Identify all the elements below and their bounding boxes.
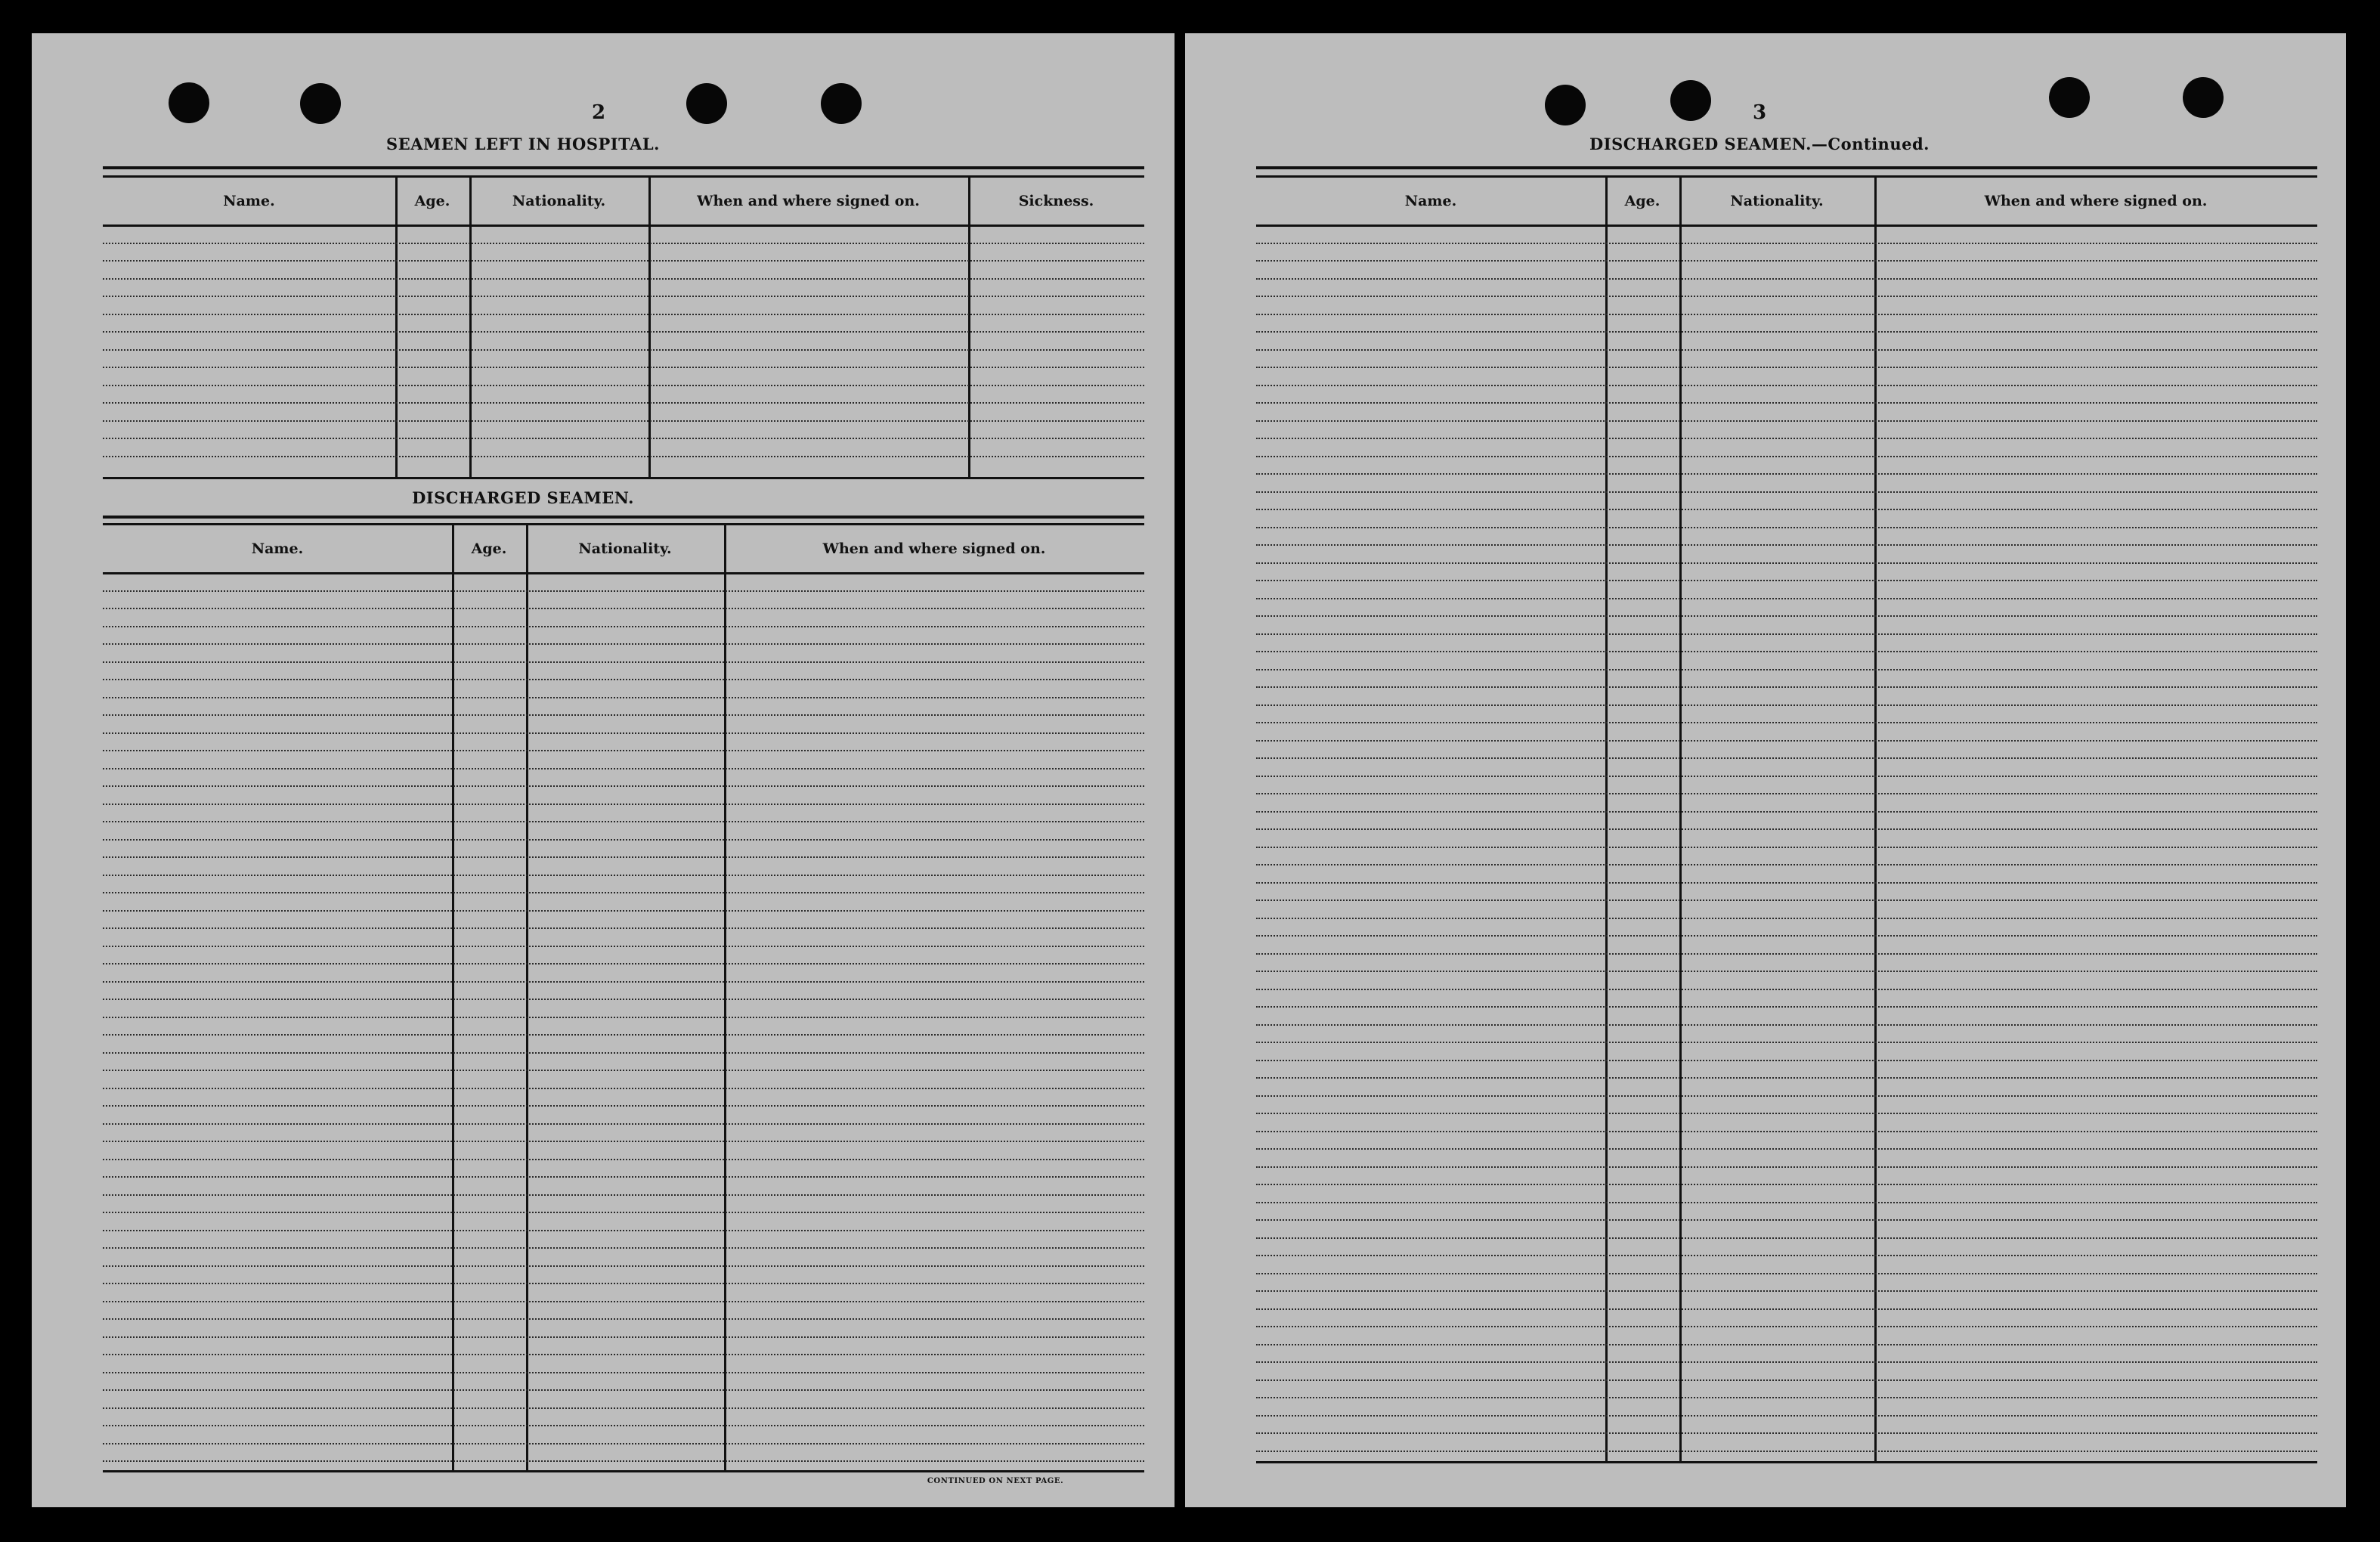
blank-entry-line (1256, 1290, 2317, 1292)
column-divider (395, 178, 398, 477)
blank-entry-line (103, 626, 1144, 627)
blank-entry-line (103, 349, 1144, 351)
blank-entry-line (1256, 1397, 2317, 1398)
hospital-table (103, 175, 1144, 479)
blank-entry-line (103, 420, 1144, 422)
blank-entry-line (1256, 1148, 2317, 1150)
blank-entry-line (103, 1105, 1144, 1107)
blank-entry-line (103, 608, 1144, 609)
page-number: 3 (1752, 101, 1767, 124)
blank-entry-line (1256, 1131, 2317, 1132)
page-number: 2 (591, 101, 606, 124)
hospital-table-top-rule (103, 166, 1144, 169)
blank-entry-line (1256, 900, 2317, 901)
blank-entry-line (1256, 1042, 2317, 1043)
header-signed-on: When and where signed on. (1984, 193, 2208, 209)
blank-entry-line (103, 981, 1144, 983)
blank-entry-line (1256, 598, 2317, 599)
blank-entry-line (1256, 722, 2317, 723)
discharged-right-table-header (1256, 178, 2317, 227)
blank-entry-line (103, 331, 1144, 333)
blank-entry-line (1256, 1184, 2317, 1185)
blank-entry-line (103, 1070, 1144, 1071)
blank-entry-line (103, 839, 1144, 841)
blank-entry-line (1256, 367, 2317, 368)
blank-entry-line (103, 402, 1144, 404)
blank-entry-line (1256, 740, 2317, 742)
blank-entry-line (1256, 847, 2317, 848)
blank-entry-line (1256, 1361, 2317, 1363)
blank-entry-line (1256, 527, 2317, 528)
blank-entry-line (103, 1283, 1144, 1284)
blank-entry-line (1256, 1024, 2317, 1026)
header-age: Age. (1624, 193, 1660, 209)
blank-entry-line (103, 1034, 1144, 1036)
hospital-section-title: SEAMEN LEFT IN HOSPITAL. (386, 135, 660, 153)
blank-entry-line (103, 1460, 1144, 1462)
blank-entry-line (1256, 1432, 2317, 1434)
blank-entry-line (1256, 1273, 2317, 1274)
blank-entry-line (103, 892, 1144, 893)
header-name: Name. (251, 540, 304, 557)
blank-entry-line (1256, 882, 2317, 884)
blank-entry-line (1256, 314, 2317, 315)
blank-entry-line (1256, 1095, 2317, 1097)
blank-entry-line (1256, 1113, 2317, 1114)
punch-hole (1670, 80, 1711, 121)
blank-entry-line (103, 999, 1144, 1000)
blank-entry-line (103, 732, 1144, 734)
header-signed-on: When and where signed on. (697, 193, 920, 209)
blank-entry-line (103, 1425, 1144, 1426)
header-age: Age. (414, 193, 450, 209)
blank-entry-line (1256, 793, 2317, 794)
blank-entry-line (1256, 349, 2317, 351)
blank-entry-line (1256, 456, 2317, 457)
blank-entry-line (103, 697, 1144, 698)
blank-entry-line (1256, 385, 2317, 386)
blank-entry-line (1256, 615, 2317, 617)
blank-entry-line (103, 367, 1144, 368)
hospital-table-header (103, 178, 1144, 227)
blank-entry-line (103, 643, 1144, 645)
blank-entry-line (1256, 509, 2317, 510)
blank-entry-line (1256, 1308, 2317, 1310)
blank-entry-line (103, 260, 1144, 262)
column-divider (469, 178, 472, 477)
blank-entry-line (103, 296, 1144, 297)
blank-entry-line (103, 438, 1144, 439)
blank-entry-line (1256, 331, 2317, 333)
column-divider (1605, 178, 1608, 1461)
blank-entry-line (1256, 935, 2317, 937)
blank-entry-line (1256, 260, 2317, 262)
column-divider (526, 525, 528, 1470)
blank-entry-line (103, 946, 1144, 947)
header-age: Age. (471, 540, 507, 557)
header-signed-on: When and where signed on. (822, 540, 1046, 557)
blank-entry-line (1256, 544, 2317, 546)
punch-hole (821, 83, 862, 124)
discharged-table-top-rule (103, 516, 1144, 519)
header-name: Name. (223, 193, 275, 209)
blank-entry-line (103, 1212, 1144, 1213)
discharged-section-title: DISCHARGED SEAMEN. (412, 488, 634, 507)
blank-entry-line (103, 1318, 1144, 1320)
blank-entry-line (1256, 1237, 2317, 1239)
blank-entry-line (103, 910, 1144, 912)
header-nationality: Nationality. (1730, 193, 1824, 209)
blank-entry-line (103, 1265, 1144, 1267)
header-sickness: Sickness. (1018, 193, 1094, 209)
blank-entry-line (1256, 811, 2317, 813)
blank-entry-line (1256, 864, 2317, 865)
blank-entry-line (103, 314, 1144, 315)
blank-entry-line (103, 1052, 1144, 1054)
punch-hole (300, 83, 341, 124)
blank-entry-line (1256, 686, 2317, 688)
blank-entry-line (103, 1389, 1144, 1391)
blank-entry-line (103, 1123, 1144, 1125)
blank-entry-line (1256, 651, 2317, 652)
blank-entry-line (103, 679, 1144, 680)
blank-entry-line (1256, 491, 2317, 493)
blank-entry-line (103, 1141, 1144, 1142)
punch-hole (2049, 77, 2090, 118)
blank-entry-line (103, 804, 1144, 805)
blank-entry-line (1256, 1202, 2317, 1203)
punch-hole (169, 82, 209, 123)
blank-entry-line (103, 768, 1144, 769)
blank-entry-line (103, 875, 1144, 876)
blank-entry-line (1256, 402, 2317, 404)
blank-entry-line (1256, 989, 2317, 990)
blank-entry-line (103, 1301, 1144, 1302)
blank-entry-line (1256, 1060, 2317, 1061)
blank-entry-line (1256, 278, 2317, 280)
blank-entry-line (103, 1017, 1144, 1018)
blank-entry-line (103, 456, 1144, 457)
blank-entry-line (1256, 757, 2317, 759)
blank-entry-line (103, 927, 1144, 929)
blank-entry-line (1256, 953, 2317, 955)
blank-entry-line (1256, 562, 2317, 564)
blank-entry-line (1256, 296, 2317, 297)
blank-entry-line (103, 590, 1144, 592)
blank-entry-line (103, 821, 1144, 822)
header-name: Name. (1404, 193, 1457, 209)
blank-entry-line (103, 856, 1144, 858)
blank-entry-line (103, 278, 1144, 280)
blank-entry-line (1256, 1077, 2317, 1079)
discharged-right-table-top-rule (1256, 166, 2317, 169)
blank-entry-line (103, 1176, 1144, 1178)
blank-entry-line (103, 1372, 1144, 1373)
column-divider (1874, 178, 1877, 1461)
blank-entry-line (1256, 633, 2317, 635)
blank-entry-line (1256, 1326, 2317, 1327)
blank-entry-line (103, 1230, 1144, 1231)
column-divider (968, 178, 970, 477)
blank-entry-line (103, 1407, 1144, 1409)
blank-entry-line (1256, 1166, 2317, 1168)
blank-entry-line (103, 785, 1144, 787)
discharged-table-right (1256, 175, 2317, 1463)
blank-entry-line (1256, 1344, 2317, 1345)
header-nationality: Nationality. (578, 540, 672, 557)
blank-entry-line (1256, 1379, 2317, 1381)
blank-entry-line (1256, 580, 2317, 581)
punch-hole (1545, 85, 1586, 125)
blank-entry-line (1256, 1255, 2317, 1256)
column-divider (648, 178, 651, 477)
blank-entry-line (103, 1336, 1144, 1338)
blank-entry-line (103, 661, 1144, 663)
blank-entry-line (1256, 473, 2317, 475)
punch-hole (2183, 77, 2224, 118)
blank-entry-line (103, 1443, 1144, 1444)
blank-entry-line (1256, 918, 2317, 919)
punch-hole (686, 83, 727, 124)
column-divider (452, 525, 454, 1470)
column-divider (724, 525, 726, 1470)
blank-entry-line (1256, 438, 2317, 439)
discharged-table-left (103, 523, 1144, 1472)
blank-entry-line (1256, 420, 2317, 422)
discharged-left-table-header (103, 525, 1144, 574)
blank-entry-line (103, 385, 1144, 386)
blank-entry-line (103, 1247, 1144, 1249)
blank-entry-line (1256, 1219, 2317, 1221)
blank-entry-line (103, 1194, 1144, 1196)
column-divider (1679, 178, 1682, 1461)
blank-entry-line (103, 1088, 1144, 1089)
blank-entry-line (103, 963, 1144, 965)
blank-entry-line (103, 243, 1144, 244)
blank-entry-line (103, 714, 1144, 716)
right-page (1185, 33, 2346, 1507)
header-nationality: Nationality. (512, 193, 606, 209)
discharged-continued-title: DISCHARGED SEAMEN.—Continued. (1589, 135, 1930, 153)
left-page (32, 33, 1175, 1507)
blank-entry-line (1256, 669, 2317, 670)
blank-entry-line (103, 1159, 1144, 1160)
blank-entry-line (1256, 776, 2317, 777)
blank-entry-line (103, 1354, 1144, 1355)
blank-entry-line (1256, 1415, 2317, 1417)
blank-entry-line (1256, 971, 2317, 972)
blank-entry-line (1256, 243, 2317, 244)
blank-entry-line (1256, 1451, 2317, 1452)
blank-entry-line (1256, 704, 2317, 706)
blank-entry-line (1256, 828, 2317, 830)
continued-note: CONTINUED ON NEXT PAGE. (927, 1477, 1064, 1485)
blank-entry-line (103, 750, 1144, 751)
blank-entry-line (1256, 1006, 2317, 1008)
